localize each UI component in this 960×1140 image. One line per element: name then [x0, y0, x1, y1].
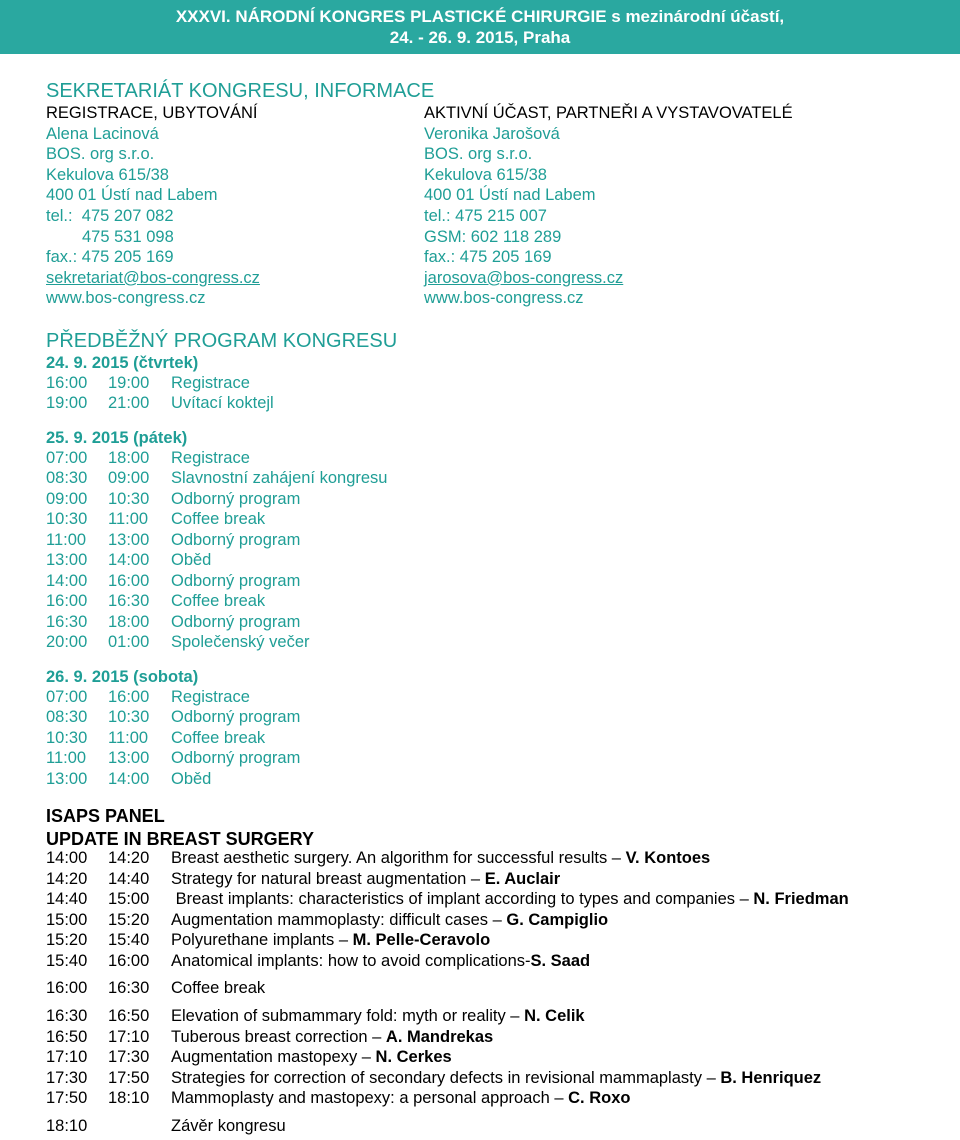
end-time: 16:50 — [108, 1007, 150, 1025]
start-time: 15:00 — [46, 910, 88, 929]
end-time: 01:00 — [108, 633, 150, 652]
activity: Odborný program — [171, 708, 301, 727]
schedule-row — [46, 769, 212, 791]
start-time: 16:00 — [46, 592, 88, 611]
schedule-row — [46, 530, 301, 552]
activity: Slavnostní zahájení kongresu — [171, 469, 388, 488]
program-heading: PŘEDBĚŽNÝ PROGRAM KONGRESU — [46, 330, 398, 352]
talk-title: Polyurethane implants – — [171, 931, 353, 949]
start-time: 16:00 — [46, 979, 88, 997]
schedule-row — [46, 592, 266, 613]
start-time: 17:50 — [46, 1089, 88, 1107]
start-time: 10:30 — [46, 510, 88, 529]
start-time: 14:20 — [46, 869, 88, 888]
end-time: 19:00 — [108, 373, 150, 392]
start-time: 20:00 — [46, 633, 88, 652]
talk-speaker: S. Saad — [530, 951, 591, 970]
contact-right-fax: fax.: 475 205 169 — [424, 248, 552, 267]
talk-speaker: N. Cerkes — [375, 1048, 452, 1066]
talk-title: Breast implants: characteristics of implant according to types and companies – — [171, 890, 754, 908]
end-time: 16:00 — [108, 571, 150, 590]
day-title: 26. 9. 2015 (sobota) — [46, 668, 199, 686]
talk-title: Augmentation mastopexy – — [171, 1048, 376, 1066]
activity: Odborný program — [171, 530, 301, 549]
start-time: 17:10 — [46, 1048, 88, 1066]
activity: Registrace — [171, 448, 250, 467]
start-time: 09:00 — [46, 489, 88, 508]
isaps-title: ISAPS PANEL — [46, 806, 165, 826]
talk-title: Coffee break — [171, 979, 266, 997]
schedule-row — [46, 551, 212, 572]
start-time: 14:00 — [46, 571, 88, 590]
talk-speaker: C. Roxo — [568, 1089, 631, 1107]
talk-topic — [171, 870, 560, 889]
start-time: 15:20 — [46, 931, 88, 949]
end-time: 15:00 — [108, 890, 150, 908]
schedule-row — [46, 633, 310, 654]
contact-left-city: 400 01 Ústí nad Labem — [46, 186, 218, 205]
end-time: 17:30 — [108, 1048, 150, 1066]
talk-topic — [171, 1048, 452, 1067]
contact-left — [46, 103, 260, 309]
contact-right-email[interactable]: jarosova@bos-congress.cz — [424, 268, 624, 287]
activity: Coffee break — [171, 728, 266, 747]
banner-title: XXXVI. NÁRODNÍ KONGRES PLASTICKÉ CHIRURGIE s mezinárodní účastí, — [175, 7, 785, 26]
talk-title: Mammoplasty and mastopexy: a personal approach – — [171, 1089, 569, 1107]
congress-banner — [0, 0, 960, 54]
start-time: 16:30 — [46, 612, 88, 631]
schedule-row — [46, 749, 301, 770]
end-time: 15:20 — [108, 910, 150, 929]
activity: Coffee break — [171, 510, 266, 529]
talk-title: Augmentation mammoplasty: difficult cases – — [171, 910, 507, 929]
talk-speaker: M. Pelle-Ceravolo — [352, 931, 491, 949]
talk-topic — [171, 1089, 630, 1108]
contact-right-name: Veronika Jarošová — [424, 124, 560, 143]
secretariat-heading: SEKRETARIÁT KONGRESU, INFORMACE — [46, 80, 435, 102]
schedule-row — [46, 469, 388, 490]
isaps-subtitle: UPDATE IN BREAST SURGERY — [46, 829, 315, 849]
talk-title: Závěr kongresu — [171, 1117, 286, 1135]
end-time: 16:30 — [108, 979, 150, 997]
contact-right-title: AKTIVNÍ ÚČAST, PARTNEŘI A VYSTAVOVATELÉ — [424, 104, 793, 122]
schedule-row — [46, 510, 266, 531]
activity: Registrace — [171, 373, 250, 392]
talk-topic — [171, 1028, 493, 1047]
start-time: 07:00 — [46, 448, 88, 467]
schedule-row — [46, 489, 301, 511]
contact-right-gsm: GSM: 602 118 289 — [424, 227, 562, 246]
end-time: 14:20 — [108, 849, 150, 867]
end-time: 09:00 — [108, 469, 150, 488]
end-time: 13:00 — [108, 530, 150, 549]
activity: Coffee break — [171, 592, 266, 611]
start-time: 18:10 — [46, 1117, 88, 1135]
end-time: 11:00 — [108, 510, 149, 529]
end-time: 11:00 — [108, 728, 149, 747]
schedule-row — [46, 448, 250, 470]
activity: Oběd — [171, 769, 212, 788]
contact-left-org: BOS. org s.r.o. — [46, 145, 155, 164]
contact-left-web[interactable]: www.bos-congress.cz — [46, 289, 206, 308]
talk-title: Breast aesthetic surgery. An algorithm for successful results – — [171, 849, 626, 867]
talk-title: Strategy for natural breast augmentation – — [171, 869, 485, 888]
start-time: 13:00 — [46, 769, 88, 788]
start-time: 14:00 — [46, 849, 88, 867]
schedule-row — [46, 687, 250, 709]
talk-title: Anatomical implants: how to avoid complications- — [171, 951, 531, 970]
talk-topic — [171, 1007, 585, 1026]
end-time: 14:00 — [108, 551, 150, 570]
contact-left-title: REGISTRACE, UBYTOVÁNÍ — [46, 104, 258, 122]
talk-speaker: N. Friedman — [753, 890, 849, 908]
day-thursday — [46, 353, 274, 415]
activity: Odborný program — [171, 749, 301, 768]
schedule-row — [46, 571, 301, 593]
end-time: 14:00 — [108, 769, 150, 788]
start-time: 11:00 — [46, 530, 87, 549]
end-time: 18:10 — [108, 1089, 150, 1107]
talk-topic — [171, 979, 265, 998]
start-time: 11:00 — [46, 749, 87, 768]
start-time: 07:00 — [46, 687, 88, 706]
day-saturday — [46, 667, 301, 790]
activity: Oběd — [171, 551, 212, 570]
end-time: 15:40 — [108, 931, 150, 949]
talk-topic — [171, 890, 849, 909]
end-time: 14:40 — [108, 869, 150, 888]
talk-speaker: V. Kontoes — [625, 849, 711, 867]
start-time: 17:30 — [46, 1068, 88, 1087]
contact-right-web[interactable]: www.bos-congress.cz — [424, 289, 584, 308]
start-time: 16:30 — [46, 1007, 88, 1025]
talk-topic — [171, 1069, 821, 1088]
end-time: 16:00 — [108, 951, 150, 970]
talk-topic — [171, 952, 590, 971]
talk-title: Elevation of submammary fold: myth or reality – — [171, 1007, 525, 1025]
contact-left-street: Kekulova 615/38 — [46, 165, 169, 184]
day-friday — [46, 428, 388, 654]
banner-dates: 24. - 26. 9. 2015, Praha — [389, 28, 571, 47]
start-time: 08:30 — [46, 708, 88, 727]
contact-right-tel: tel.: 475 215 007 — [424, 206, 547, 225]
day-title: 24. 9. 2015 (čtvrtek) — [46, 354, 199, 372]
start-time: 08:30 — [46, 469, 88, 488]
contact-left-name: Alena Lacinová — [46, 124, 159, 143]
schedule-row — [46, 394, 274, 415]
contact-right — [424, 103, 793, 309]
talk-speaker: E. Auclair — [484, 869, 561, 888]
start-time: 13:00 — [46, 551, 88, 570]
activity: Odborný program — [171, 612, 301, 631]
talk-speaker: B. Henriquez — [720, 1068, 822, 1087]
contact-left-tel: tel.: 475 207 082 — [46, 206, 174, 225]
end-time: 18:00 — [108, 612, 150, 631]
schedule-row — [46, 612, 301, 634]
talk-speaker: A. Mandrekas — [385, 1027, 494, 1046]
activity: Registrace — [171, 687, 250, 706]
start-time: 19:00 — [46, 394, 88, 413]
start-time: 10:30 — [46, 728, 88, 747]
schedule-row — [46, 708, 301, 729]
schedule-list — [46, 687, 301, 791]
activity: Uvítací koktejl — [171, 394, 274, 413]
end-time: 13:00 — [108, 749, 150, 768]
contact-right-city: 400 01 Ústí nad Labem — [424, 186, 596, 205]
start-time: 15:40 — [46, 951, 88, 970]
activity: Odborný program — [171, 571, 301, 590]
talk-topic — [171, 1117, 286, 1136]
talk-title: Strategies for correction of secondary defects in revisional mammaplasty – — [171, 1068, 721, 1087]
end-time: 21:00 — [108, 394, 150, 413]
end-time: 17:50 — [108, 1068, 150, 1087]
activity: Společenský večer — [171, 633, 310, 652]
schedule-row — [46, 373, 250, 395]
end-time: 16:30 — [108, 592, 150, 611]
contact-left-fax: fax.: 475 205 169 — [46, 248, 174, 267]
day-title: 25. 9. 2015 (pátek) — [46, 429, 188, 447]
talk-speaker: N. Celik — [524, 1007, 585, 1025]
contact-right-org: BOS. org s.r.o. — [424, 145, 533, 164]
end-time: 10:30 — [108, 708, 150, 727]
end-time: 16:00 — [108, 687, 150, 706]
activity: Odborný program — [171, 489, 301, 508]
end-time: 10:30 — [108, 489, 150, 508]
end-time: 17:10 — [108, 1027, 150, 1046]
talk-topic — [171, 849, 710, 868]
contact-left-email[interactable]: sekretariat@bos-congress.cz — [46, 268, 260, 287]
start-time: 16:50 — [46, 1027, 88, 1046]
schedule-row — [46, 728, 266, 750]
schedule-list — [46, 373, 274, 415]
talk-topic — [171, 911, 608, 930]
start-time: 16:00 — [46, 373, 88, 392]
talk-speaker: G. Campiglio — [506, 910, 609, 929]
talk-topic — [171, 931, 490, 950]
contact-left-tel2: 475 531 098 — [82, 227, 174, 246]
schedule-list — [46, 448, 388, 654]
end-time: 18:00 — [108, 448, 150, 467]
start-time: 14:40 — [46, 890, 88, 908]
talk-title: Tuberous breast correction – — [171, 1027, 386, 1046]
contact-right-street: Kekulova 615/38 — [424, 165, 547, 184]
